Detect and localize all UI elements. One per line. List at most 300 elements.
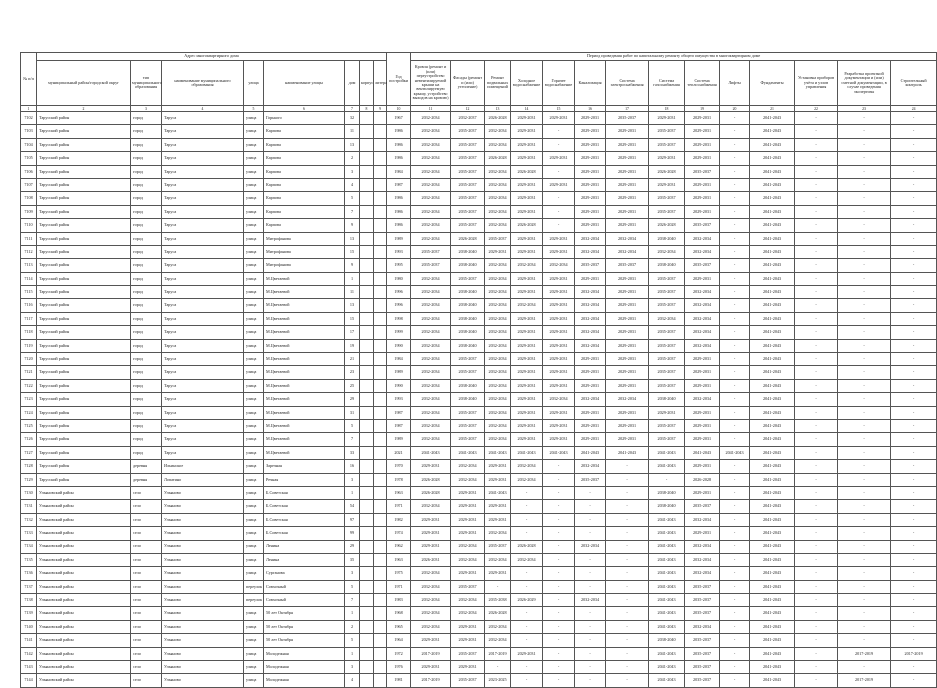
table-cell: 2026-2031	[411, 553, 451, 566]
table-cell: 2032-2034	[411, 178, 451, 191]
table-cell: 2029-2031	[606, 339, 649, 352]
table-cell	[374, 460, 387, 473]
table-cell: 2029-2031	[685, 486, 720, 499]
table-row	[21, 245, 937, 258]
table-cell: -	[891, 446, 937, 459]
table-cell: село	[131, 594, 162, 607]
table-cell: Молодежная	[264, 647, 345, 660]
table-cell: 2029-2031	[543, 232, 575, 245]
table-cell: 2029-2031	[575, 125, 606, 138]
table-cell: Ульяново	[162, 486, 244, 499]
table-row	[21, 326, 937, 339]
table-cell: 2032-2034	[485, 379, 511, 392]
table-cell: -	[543, 607, 575, 620]
table-cell: 2032-2034	[411, 299, 451, 312]
table-cell: 2032-2034	[575, 232, 606, 245]
table-cell: -	[543, 460, 575, 473]
table-cell: 2032-2034	[575, 312, 606, 325]
table-row	[21, 178, 937, 191]
table-row	[21, 446, 937, 459]
table-cell: 2041-2043	[649, 540, 685, 553]
table-cell: -	[891, 486, 937, 499]
table-cell: 2035-2037	[575, 259, 606, 272]
table-cell: -	[720, 125, 750, 138]
table-cell: 4	[345, 674, 360, 687]
table-cell: 2032-2034	[575, 245, 606, 258]
table-cell: -	[838, 178, 891, 191]
table-cell: -	[720, 232, 750, 245]
table-cell: 50 лет Октября	[264, 634, 345, 647]
header-cell: муниципальный район/городской округ	[37, 61, 131, 106]
table-cell: 11	[345, 125, 360, 138]
table-cell: 2029-2031	[575, 366, 606, 379]
table-cell: 2029-2031	[485, 245, 511, 258]
header-cell: Система газоснабжения	[649, 61, 685, 106]
table-cell: -	[891, 567, 937, 580]
table-cell: 2032-2034	[511, 299, 543, 312]
table-row	[21, 353, 937, 366]
table-cell: 2032-2034	[411, 138, 451, 151]
table-cell: -	[795, 165, 838, 178]
table-cell: 2029-2031	[685, 460, 720, 473]
table-cell: -	[543, 500, 575, 513]
table-cell: 1993	[387, 245, 411, 258]
table-cell: 7124	[21, 406, 37, 419]
table-cell: Митрофанова	[264, 232, 345, 245]
table-cell: -	[891, 138, 937, 151]
table-cell: город	[131, 312, 162, 325]
table-cell: М.Цветаевой	[264, 326, 345, 339]
table-cell: 2029-2031	[685, 406, 720, 419]
table-cell	[374, 473, 387, 486]
table-cell: -	[795, 245, 838, 258]
header-group-row	[21, 53, 937, 61]
table-cell: -	[606, 473, 649, 486]
table-cell: 2029-2031	[606, 406, 649, 419]
table-cell: -	[838, 299, 891, 312]
header-cell: литера	[374, 61, 387, 106]
table-cell: 2032-2034	[511, 259, 543, 272]
table-cell: село	[131, 527, 162, 540]
table-cell: 2017-2019	[485, 647, 511, 660]
table-cell: Ульяново	[162, 567, 244, 580]
table-cell: переулок	[244, 580, 264, 593]
table-cell: Ульяново	[162, 500, 244, 513]
table-cell: 2032-2034	[411, 594, 451, 607]
table-cell: 2029-2031	[511, 178, 543, 191]
table-cell: Ульяново	[162, 634, 244, 647]
table-cell: 2041-2043	[485, 486, 511, 499]
table-cell: -	[838, 205, 891, 218]
table-row	[21, 500, 937, 513]
table-cell	[374, 152, 387, 165]
table-cell: 7138	[21, 594, 37, 607]
table-cell: город	[131, 245, 162, 258]
header-cell: Кровля (ремонт и (или) переустройство невентилируемой крыши на вентилируемую крышу, устройство выходов на кровлю)	[411, 61, 451, 106]
table-cell: село	[131, 567, 162, 580]
table-cell: 2032-2034	[649, 312, 685, 325]
table-cell: 2035-2037	[649, 353, 685, 366]
table-cell: 2041-2043	[750, 634, 795, 647]
table-cell	[374, 178, 387, 191]
table-cell: 2041-2043	[750, 272, 795, 285]
table-cell	[360, 205, 374, 218]
table-cell: Совхозный	[264, 594, 345, 607]
table-cell: 2041-2043	[750, 138, 795, 151]
table-cell: -	[838, 138, 891, 151]
table-cell: 7118	[21, 326, 37, 339]
table-cell: 1963	[387, 486, 411, 499]
table-cell: 3	[345, 567, 360, 580]
table-cell: 2035-2037	[685, 674, 720, 687]
table-cell: 9	[345, 259, 360, 272]
table-cell: 2026-2029	[511, 594, 543, 607]
table-cell: 29	[345, 540, 360, 553]
table-cell: -	[720, 178, 750, 191]
table-cell: 2029-2031	[511, 647, 543, 660]
table-cell: -	[795, 219, 838, 232]
table-cell: 2041-2043	[649, 460, 685, 473]
table-cell: 2035-2037	[649, 286, 685, 299]
table-cell: 2032-2034	[451, 540, 485, 553]
header-cell: Горячее водоснабжение	[543, 61, 575, 106]
table-cell: Б.Советская	[264, 486, 345, 499]
table-cell: Карпова	[264, 219, 345, 232]
table-cell: Таруса	[162, 112, 244, 125]
table-cell: 2032-2034	[685, 393, 720, 406]
table-cell: 2032-2034	[685, 620, 720, 633]
table-row	[21, 607, 937, 620]
table-cell: 2041-2043	[750, 152, 795, 165]
table-cell: 2035-2037	[649, 433, 685, 446]
table-row	[21, 634, 937, 647]
table-cell	[360, 406, 374, 419]
table-cell: -	[606, 634, 649, 647]
table-row	[21, 259, 937, 272]
table-cell: 7115	[21, 286, 37, 299]
table-cell: -	[891, 540, 937, 553]
table-cell: Ульяново	[162, 580, 244, 593]
table-cell: 2029-2031	[511, 312, 543, 325]
table-cell: 2032-2034	[685, 553, 720, 566]
table-cell: улица	[244, 379, 264, 392]
table-cell: 2032-2034	[485, 353, 511, 366]
table-cell: 2041-2043	[750, 419, 795, 432]
table-cell: 2035-2037	[451, 366, 485, 379]
table-cell: улица	[244, 312, 264, 325]
table-cell: 2035-2038	[485, 594, 511, 607]
table-cell: Ульяново	[162, 513, 244, 526]
table-cell: -	[720, 112, 750, 125]
table-cell: 2029-2031	[685, 353, 720, 366]
table-cell: 2032-2034	[411, 406, 451, 419]
table-cell: 2029-2031	[575, 152, 606, 165]
table-cell: -	[891, 178, 937, 191]
table-cell: -	[891, 326, 937, 339]
table-cell: 2041-2043	[649, 527, 685, 540]
table-cell: 2032-2034	[649, 245, 685, 258]
table-cell: 1965	[387, 620, 411, 633]
table-cell: 2035-2037	[606, 259, 649, 272]
table-cell: 2041-2043	[750, 580, 795, 593]
table-cell: Б.Советская	[264, 513, 345, 526]
table-cell: 7144	[21, 674, 37, 687]
header-cell: Разработка проектной документации и (или) сметной документации, в случае проведения экспертизы	[838, 61, 891, 106]
table-cell: улица	[244, 272, 264, 285]
table-cell	[374, 661, 387, 674]
table-cell: -	[720, 353, 750, 366]
table-cell: -	[795, 540, 838, 553]
table-cell: -	[575, 513, 606, 526]
table-cell: Ульяново	[162, 540, 244, 553]
table-cell: -	[649, 473, 685, 486]
table-cell: Тарусский район	[37, 393, 131, 406]
table-cell: 2035-2037	[575, 473, 606, 486]
table-cell: -	[795, 339, 838, 352]
table-cell: 7113	[21, 259, 37, 272]
table-cell: -	[838, 486, 891, 499]
table-cell: -	[720, 500, 750, 513]
table-cell: 2032-2034	[485, 205, 511, 218]
table-cell: улица	[244, 219, 264, 232]
table-cell: 2026-2028	[411, 486, 451, 499]
table-cell: 2029-2031	[543, 339, 575, 352]
table-cell: 1975	[387, 567, 411, 580]
table-cell: 23	[345, 366, 360, 379]
table-cell: -	[606, 594, 649, 607]
table-cell: 2029-2031	[543, 419, 575, 432]
table-cell: -	[838, 661, 891, 674]
table-cell: -	[720, 366, 750, 379]
table-cell: 2026-2028	[485, 112, 511, 125]
table-cell	[374, 594, 387, 607]
table-cell: 1986	[387, 192, 411, 205]
table-cell: -	[795, 286, 838, 299]
table-cell: город	[131, 192, 162, 205]
table-cell: 2041-2043	[750, 500, 795, 513]
table-cell: -	[795, 259, 838, 272]
table-cell: 2041-2043	[750, 620, 795, 633]
table-cell: 7137	[21, 580, 37, 593]
table-cell: 2032-2034	[485, 286, 511, 299]
table-cell: 1986	[387, 219, 411, 232]
table-cell: 2029-2031	[411, 661, 451, 674]
column-number-cell: 5	[244, 106, 264, 112]
table-cell: 2032-2034	[485, 527, 511, 540]
table-cell: 7106	[21, 165, 37, 178]
table-cell: город	[131, 353, 162, 366]
table-cell: 9	[345, 219, 360, 232]
table-cell: 2041-2043	[750, 339, 795, 352]
column-number-cell: 3	[131, 106, 162, 112]
table-cell: город	[131, 393, 162, 406]
table-cell	[374, 112, 387, 125]
table-cell: улица	[244, 165, 264, 178]
table-cell: 2041-2043	[750, 433, 795, 446]
table-cell: 2029-2031	[451, 513, 485, 526]
table-cell: 2029-2031	[511, 125, 543, 138]
table-cell: -	[606, 607, 649, 620]
table-cell: Карпова	[264, 125, 345, 138]
table-cell: 2032-2034	[485, 312, 511, 325]
table-cell: -	[891, 580, 937, 593]
table-cell: Ульяново	[162, 607, 244, 620]
table-cell: 2038-2040	[649, 259, 685, 272]
table-cell: село	[131, 500, 162, 513]
table-cell: -	[720, 379, 750, 392]
table-cell: 2041-2043	[649, 553, 685, 566]
table-cell: 2032-2034	[411, 219, 451, 232]
table-cell: 2029-2031	[451, 567, 485, 580]
table-cell: город	[131, 419, 162, 432]
table-cell: -	[720, 152, 750, 165]
table-cell: Карпова	[264, 138, 345, 151]
table-cell: 2029-2031	[511, 393, 543, 406]
table-cell	[374, 205, 387, 218]
table-cell: 2038-2040	[451, 286, 485, 299]
table-cell: 2038-2040	[451, 259, 485, 272]
table-cell: -	[720, 339, 750, 352]
table-cell: 2035-2037	[685, 165, 720, 178]
table-cell: 2032-2034	[411, 286, 451, 299]
table-cell	[374, 138, 387, 151]
table-cell: 2032-2034	[606, 393, 649, 406]
table-cell: 2029-2031	[511, 152, 543, 165]
table-cell: Молодежная	[264, 674, 345, 687]
table-cell: 2032-2034	[485, 165, 511, 178]
table-cell: 2035-2037	[649, 138, 685, 151]
table-cell: -	[511, 674, 543, 687]
table-cell: -	[838, 312, 891, 325]
table-cell: -	[795, 178, 838, 191]
table-cell: М.Цветаевой	[264, 286, 345, 299]
table-cell: улица	[244, 326, 264, 339]
table-cell: улица	[244, 419, 264, 432]
table-cell: 7128	[21, 460, 37, 473]
table-cell: -	[606, 620, 649, 633]
table-cell	[374, 607, 387, 620]
repair-schedule-document	[20, 52, 927, 688]
table-cell: Таруса	[162, 165, 244, 178]
table-cell: Тарусский район	[37, 419, 131, 432]
table-cell: 2029-2031	[511, 353, 543, 366]
column-number-cell: 12	[451, 106, 485, 112]
table-cell: Таруса	[162, 205, 244, 218]
table-cell: 7134	[21, 540, 37, 553]
table-cell: Речная	[264, 473, 345, 486]
table-cell	[360, 393, 374, 406]
table-cell: Таруса	[162, 433, 244, 446]
table-cell: -	[543, 674, 575, 687]
table-cell: -	[575, 634, 606, 647]
table-cell: улица	[244, 634, 264, 647]
table-cell: 2041-2043	[750, 366, 795, 379]
table-cell: 2032-2034	[485, 620, 511, 633]
table-cell: Ульяновский район	[37, 527, 131, 540]
table-cell	[374, 567, 387, 580]
table-cell: -	[795, 634, 838, 647]
table-cell: 2029-2031	[511, 138, 543, 151]
table-cell: 7114	[21, 272, 37, 285]
table-cell: 2032-2034	[485, 339, 511, 352]
table-cell: 2032-2034	[685, 312, 720, 325]
table-cell: 1967	[387, 112, 411, 125]
table-cell	[374, 527, 387, 540]
table-cell: -	[543, 138, 575, 151]
table-cell: -	[891, 219, 937, 232]
table-cell: -	[891, 460, 937, 473]
table-cell: -	[511, 607, 543, 620]
table-cell: 2032-2034	[411, 152, 451, 165]
table-cell: город	[131, 138, 162, 151]
table-cell: -	[838, 125, 891, 138]
table-cell: 50 лет Октября	[264, 620, 345, 633]
table-cell: -	[795, 647, 838, 660]
table-cell: -	[838, 326, 891, 339]
table-cell: -	[720, 553, 750, 566]
table-cell: 2041-2043	[750, 406, 795, 419]
table-cell: 7140	[21, 620, 37, 633]
table-cell: 2029-2031	[511, 192, 543, 205]
table-cell: -	[606, 527, 649, 540]
table-cell: 2026-2028	[451, 232, 485, 245]
table-cell: 2029-2031	[511, 112, 543, 125]
table-cell: город	[131, 446, 162, 459]
table-cell: 2029-2031	[575, 353, 606, 366]
table-cell: улица	[244, 607, 264, 620]
table-cell	[374, 286, 387, 299]
table-cell: 2029-2031	[685, 192, 720, 205]
table-cell: 2041-2043	[750, 379, 795, 392]
table-cell: 1989	[387, 232, 411, 245]
table-cell: 2032-2034	[451, 553, 485, 566]
table-cell: Ульяновский район	[37, 567, 131, 580]
table-cell: -	[720, 165, 750, 178]
table-cell: Б.Советская	[264, 500, 345, 513]
table-cell: 2035-2037	[451, 205, 485, 218]
table-cell: Ульяновский район	[37, 580, 131, 593]
table-cell: -	[891, 433, 937, 446]
table-cell: 2029-2031	[575, 379, 606, 392]
table-cell: 2032-2034	[411, 326, 451, 339]
table-cell: 2029-2031	[606, 219, 649, 232]
table-cell: 2041-2043	[750, 647, 795, 660]
table-cell: 7119	[21, 339, 37, 352]
table-cell: улица	[244, 527, 264, 540]
table-cell	[374, 353, 387, 366]
table-cell: -	[575, 486, 606, 499]
table-cell: -	[543, 553, 575, 566]
table-cell: 2032-2034	[485, 272, 511, 285]
table-cell: Тарусский район	[37, 272, 131, 285]
table-cell: 2041-2043	[606, 446, 649, 459]
table-cell: Тарусский район	[37, 286, 131, 299]
table-cell: 2032-2034	[485, 366, 511, 379]
table-cell: 1	[345, 607, 360, 620]
table-cell: -	[795, 406, 838, 419]
table-cell: 1986	[387, 138, 411, 151]
table-cell: -	[795, 580, 838, 593]
table-cell: -	[838, 513, 891, 526]
table-cell: Таруса	[162, 299, 244, 312]
table-cell: 2041-2043	[511, 446, 543, 459]
column-number-cell: 4	[162, 106, 244, 112]
header-cell: Фасады (ремонт и (или) утепление)	[451, 61, 485, 106]
table-cell: -	[720, 634, 750, 647]
table-cell: Тарусский район	[37, 165, 131, 178]
table-cell	[374, 634, 387, 647]
table-cell: -	[606, 674, 649, 687]
